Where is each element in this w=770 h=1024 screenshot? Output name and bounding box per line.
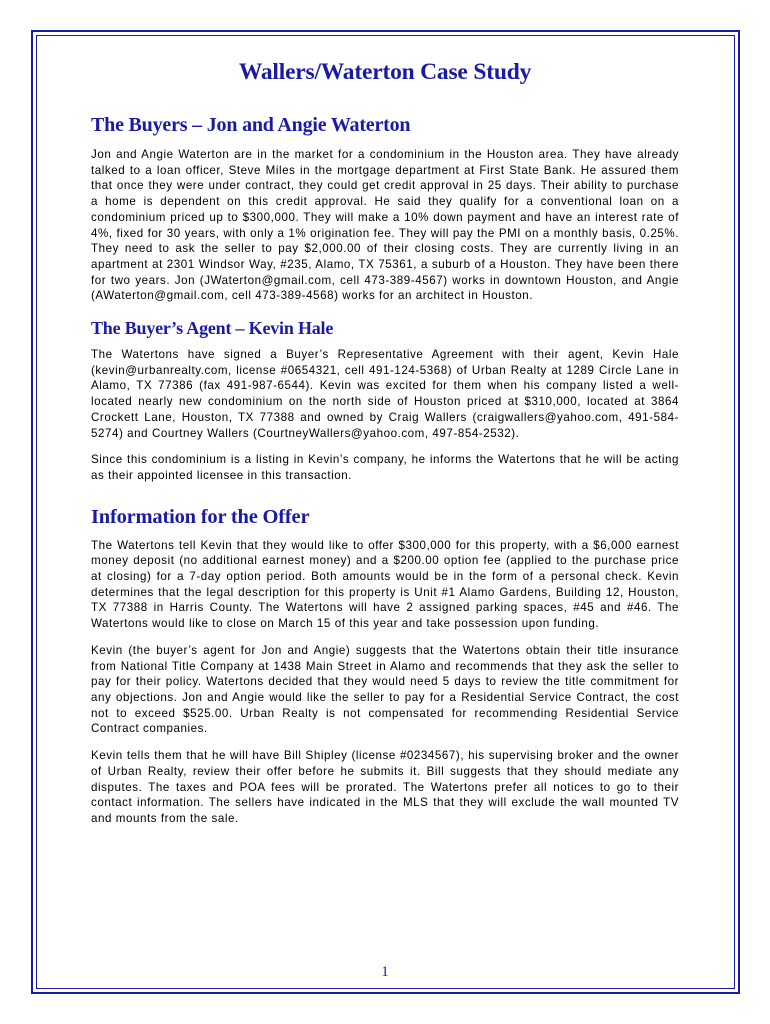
paragraph-buyers-agent-2: Since this condominium is a listing in Kevin’s company, he informs the Watertons that he will be acting as their appointed licensee in this transaction. [91, 453, 679, 482]
section-heading-buyers-agent: The Buyer’s Agent – Kevin Hale [91, 318, 334, 339]
paragraph-buyers-agent-1: The Watertons have signed a Buyer’s Representative Agreement with their agent, Kevin Hale (kevin@urbanrealty.com, license #0654321, cell 491-124-5368) of Urban Realty at 1289 Circle Lane in Alamo, TX 77386 (fax 491-987-6544). Kevin was excited for them when his company listed a well-located nearly new condominium on the north side of Houston priced at $310,000, located at 3864 Crockett Lane, Houston, TX 77388 and owned by Craig Wallers (craigwallers@yahoo.com, 491-584-5274) and Courtney Wallers (CourtneyWallers@yahoo.com, 497-854-2532). [91, 348, 679, 440]
document-body [91, 52, 679, 827]
section-heading-buyers: The Buyers – Jon and Angie Waterton [91, 114, 411, 136]
page-number: 1 [381, 964, 389, 980]
paragraph-offer-2: Kevin (the buyer’s agent for Jon and Angie) suggests that the Watertons obtain their title insurance from National Title Company at 1438 Main Street in Alamo and recommends that they ask the seller to pay for their policy. Watertons decided that they would need 5 days to review the title commitment for any objections. Jon and Angie would like the seller to pay for a Residential Service Contract, the cost not to exceed $525.00. Urban Realty is not compensated for recommending Residential Service Contract companies. [91, 643, 679, 736]
section-heading-offer-info: Information for the Offer [91, 505, 310, 528]
paragraph-offer-1: The Watertons tell Kevin that they would like to offer $300,000 for this property, with a $6,000 earnest money deposit (no additional earnest money) and a $200.00 option fee (applied to the purchase price at closing) for a 7-day option period. Both amounts would be in the form of a personal check. Kevin determines that the legal description for this property is Unit #1 Alamo Gardens, Building 12, Houston, TX 77388 in Harris County. The Watertons will have 2 assigned parking spaces, #45 and #46. The Watertons would like to close on March 15 of this year and take possession upon funding. [91, 538, 679, 631]
paragraph-buyers: Jon and Angie Waterton are in the market for a condominium in the Houston area. They have already talked to a loan officer, Steve Miles in the mortgage department at First State Bank. He assured them that once they were under contract, they could get credit approval in 25 days. Their ability to purchase a home is dependent on this credit approval. He said they qualify for a conventional loan on a condominium priced up to $300,000. They will make a 10% down payment and have an interest rate of 4%, fixed for 30 years, with only a 1% origination fee. They will pay the PMI on a monthly basis, 0.25%. They need to ask the seller to pay $2,000.00 of their closing costs. They are currently living in an apartment at 2301 Windsor Way, #235, Alamo, TX 75361, a suburb of a Houston. They have been there for two years. Jon (JWaterton@gmail.com, cell 473-389-4567) works in downtown Houston, and Angie (AWaterton@gmail.com, cell 473-389-4568) works for an architect in Houston. [91, 148, 679, 303]
document-title: Wallers/Waterton Case Study [238, 59, 532, 85]
paragraph-offer-3: Kevin tells them that he will have Bill Shipley (license #0234567), his supervising broker and the owner of Urban Realty, review their offer before he submits it. Bill suggests that they should mediate any disputes. The taxes and POA fees will be prorated. The Watertons prefer all notices to go to their contact information. The sellers have indicated in the MLS that they will exclude the wall mounted TV and mounts from the sale. [91, 749, 679, 825]
